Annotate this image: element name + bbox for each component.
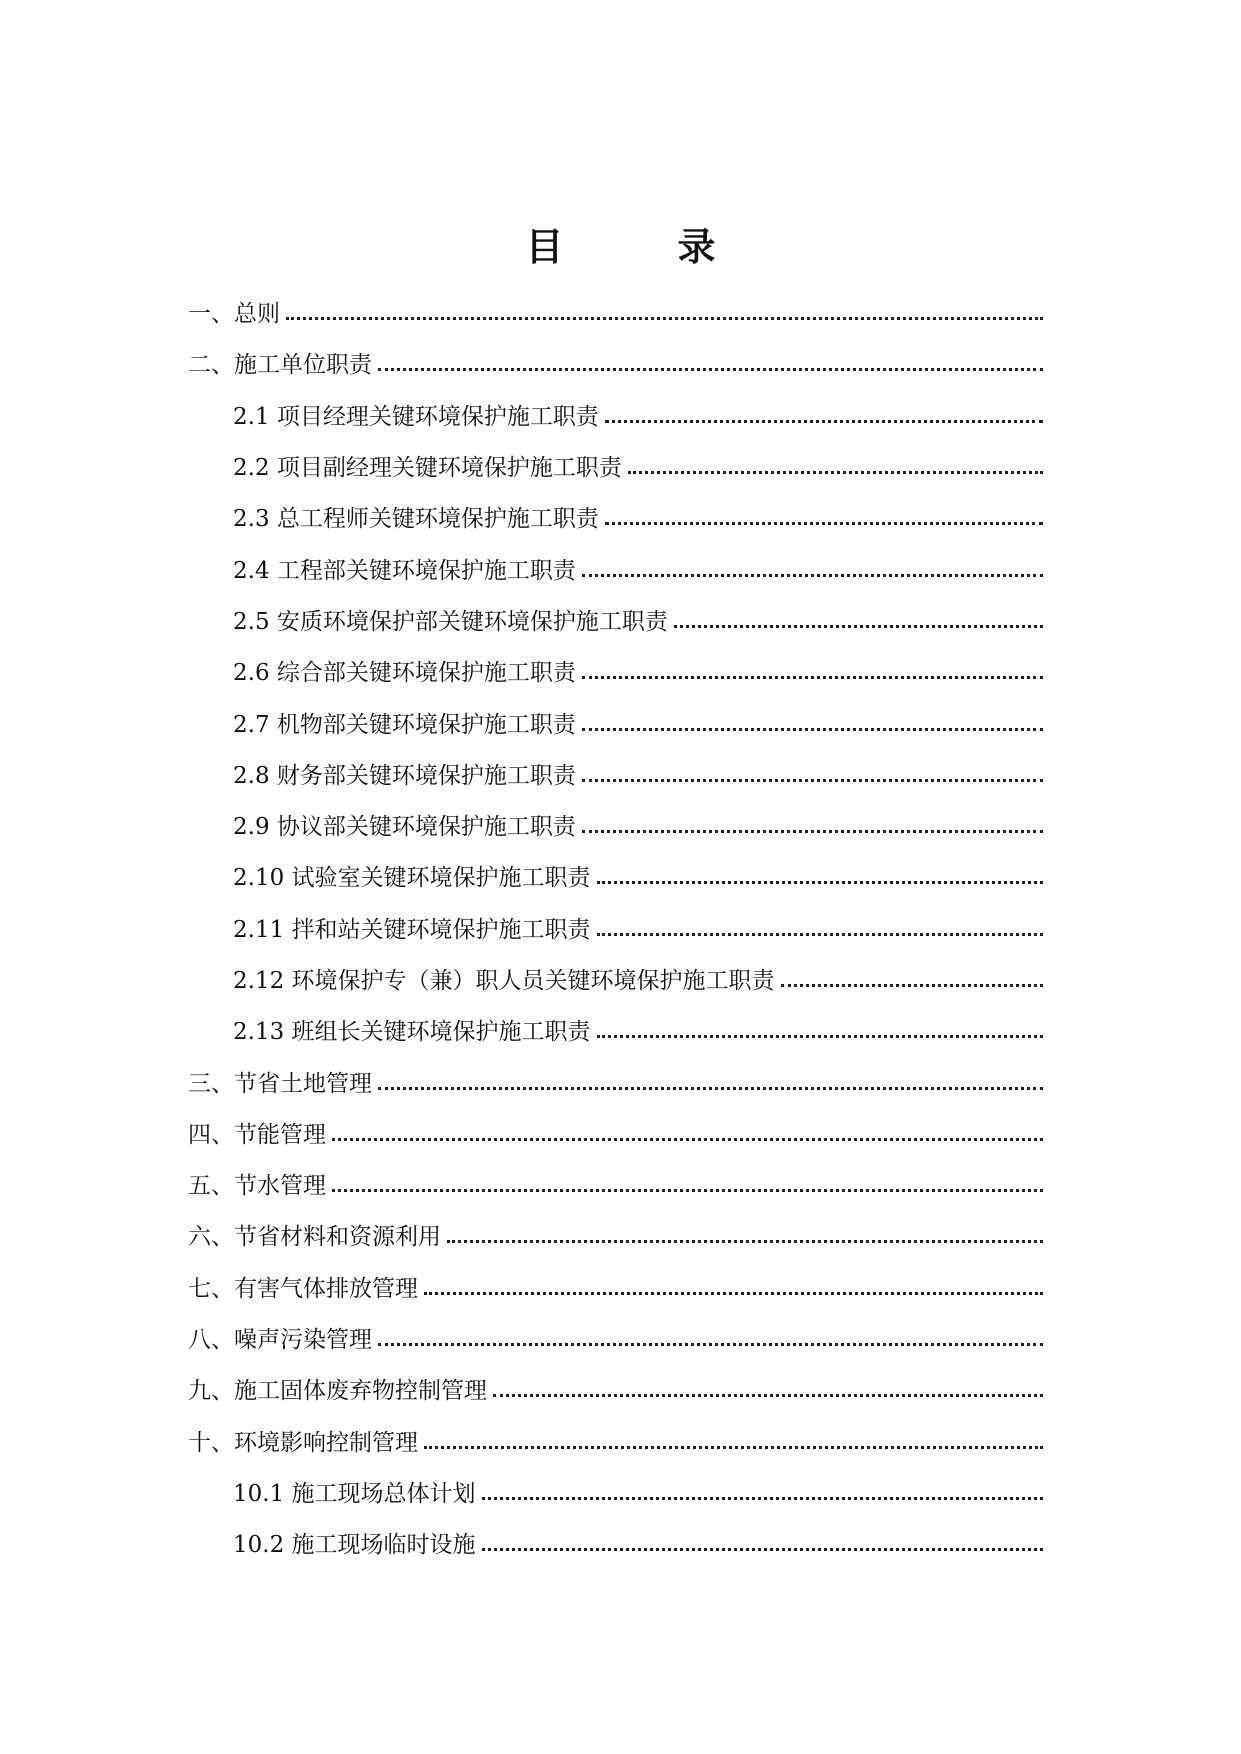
- toc-entry[interactable]: [188, 1517, 1043, 1568]
- toc-entry[interactable]: [188, 696, 1043, 747]
- toc-entry[interactable]: [188, 1261, 1043, 1312]
- toc-entry[interactable]: [188, 491, 1043, 542]
- toc-dot-leader: [424, 1446, 1043, 1449]
- toc-dot-leader: [582, 728, 1043, 731]
- toc-entry[interactable]: [188, 850, 1043, 901]
- toc-entry[interactable]: [188, 1209, 1043, 1260]
- toc-dot-leader: [582, 676, 1043, 679]
- toc-entry-label: 2.9 协议部关键环境保护施工职责: [233, 814, 576, 841]
- toc-entry[interactable]: [188, 902, 1043, 953]
- toc-entry[interactable]: [188, 953, 1043, 1004]
- toc-entry[interactable]: [188, 1107, 1043, 1158]
- toc-entry[interactable]: [188, 1415, 1043, 1466]
- toc-entry[interactable]: [188, 1363, 1043, 1414]
- toc-entry[interactable]: [188, 645, 1043, 696]
- toc-dot-leader: [674, 625, 1043, 628]
- toc-dot-leader: [482, 1548, 1043, 1551]
- toc-entry-label: 三、节省土地管理: [188, 1070, 372, 1097]
- toc-dot-leader: [597, 1035, 1043, 1038]
- toc-entry-label: 九、施工固体废弃物控制管理: [188, 1378, 487, 1405]
- toc-dot-leader: [482, 1497, 1043, 1500]
- toc-dot-leader: [493, 1394, 1043, 1397]
- toc-dot-leader: [378, 368, 1043, 371]
- toc-entry-label: 十、环境影响控制管理: [188, 1429, 418, 1456]
- toc-entry-label: 八、噪声污染管理: [188, 1327, 372, 1354]
- toc-dot-leader: [582, 574, 1043, 577]
- toc-entry-label: 2.1 项目经理关键环境保护施工职责: [233, 403, 599, 430]
- toc-entry[interactable]: [188, 1312, 1043, 1363]
- toc-dot-leader: [447, 1240, 1043, 1243]
- toc-dot-leader: [332, 1138, 1043, 1141]
- toc-entry[interactable]: [188, 799, 1043, 850]
- toc-entry-label: 2.2 项目副经理关键环境保护施工职责: [233, 455, 622, 482]
- toc-entry-label: 2.13 班组长关键环境保护施工职责: [233, 1019, 591, 1046]
- toc-dot-leader: [597, 881, 1043, 884]
- toc-entry[interactable]: [188, 1158, 1043, 1209]
- toc-entry-label: 2.12 环境保护专（兼）职人员关键环境保护施工职责: [233, 968, 775, 994]
- toc-entry[interactable]: [188, 1004, 1043, 1055]
- toc-dot-leader: [378, 1343, 1043, 1346]
- toc-entry-label: 10.1 施工现场总体计划: [233, 1480, 476, 1507]
- toc-entry-label: 五、节水管理: [188, 1173, 326, 1200]
- toc-entry-label: 2.6 综合部关键环境保护施工职责: [233, 660, 576, 687]
- toc-dot-leader: [605, 420, 1043, 423]
- toc-dot-leader: [605, 522, 1043, 525]
- toc-entry[interactable]: [188, 542, 1043, 593]
- toc-list: [188, 286, 1043, 1568]
- toc-entry-label: 2.3 总工程师关键环境保护施工职责: [233, 506, 599, 533]
- toc-entry-label: 一、总则: [188, 301, 280, 328]
- toc-dot-leader: [628, 471, 1043, 474]
- toc-entry-label: 六、节省材料和资源利用: [188, 1224, 441, 1251]
- toc-entry-label: 2.8 财务部关键环境保护施工职责: [233, 762, 576, 789]
- toc-dot-leader: [332, 1189, 1043, 1192]
- toc-dot-leader: [582, 779, 1043, 782]
- toc-entry-label: 2.11 拌和站关键环境保护施工职责: [233, 916, 591, 943]
- toc-entry-label: 二、施工单位职责: [188, 352, 372, 379]
- toc-entry-label: 2.7 机物部关键环境保护施工职责: [233, 711, 576, 738]
- toc-entry-label: 2.5 安质环境保护部关键环境保护施工职责: [233, 608, 668, 635]
- toc-entry[interactable]: [188, 594, 1043, 645]
- toc-entry[interactable]: [188, 389, 1043, 440]
- toc-title: 目 录: [525, 224, 754, 269]
- toc-entry-label: 2.10 试验室关键环境保护施工职责: [233, 865, 591, 892]
- toc-entry[interactable]: [188, 748, 1043, 799]
- toc-entry-label: 七、有害气体排放管理: [188, 1275, 418, 1302]
- toc-entry-label: 10.2 施工现场临时设施: [233, 1532, 476, 1559]
- toc-entry[interactable]: [188, 1466, 1043, 1517]
- toc-entry-label: 四、节能管理: [188, 1121, 326, 1148]
- toc-entry[interactable]: [188, 286, 1043, 337]
- toc-entry[interactable]: [188, 1055, 1043, 1106]
- toc-entry-label: 2.4 工程部关键环境保护施工职责: [233, 557, 576, 584]
- toc-entry[interactable]: [188, 440, 1043, 491]
- toc-dot-leader: [781, 984, 1043, 987]
- toc-entry[interactable]: [188, 337, 1043, 388]
- toc-dot-leader: [378, 1087, 1043, 1090]
- toc-dot-leader: [597, 933, 1043, 936]
- toc-dot-leader: [424, 1292, 1043, 1295]
- toc-dot-leader: [286, 317, 1043, 320]
- toc-dot-leader: [582, 830, 1043, 833]
